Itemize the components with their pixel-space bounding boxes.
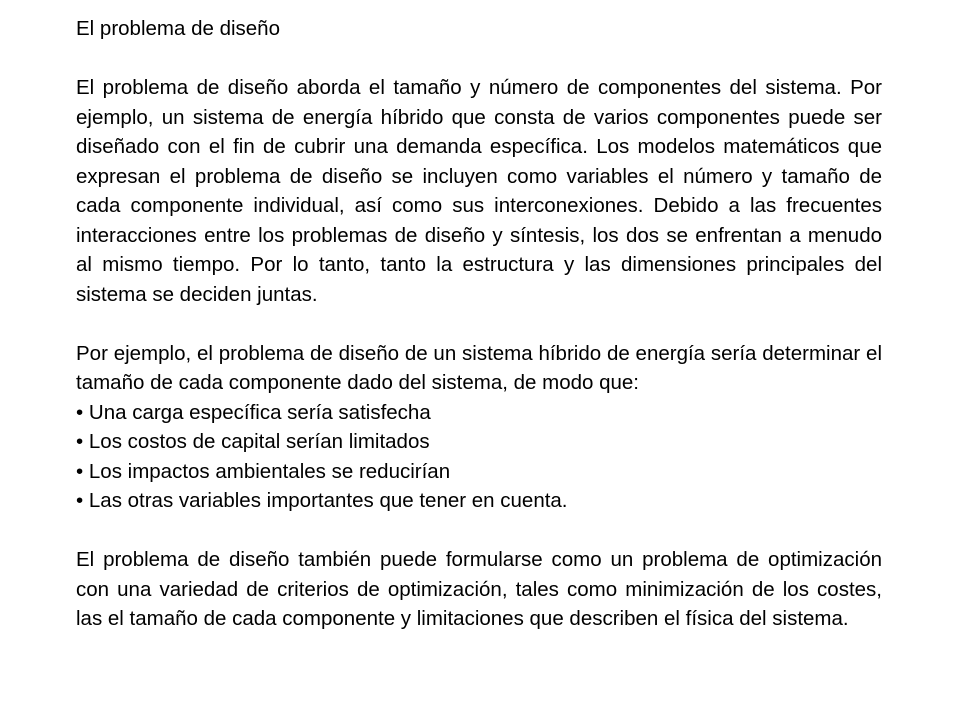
slide-title: El problema de diseño [76,17,280,40]
slide-content [76,14,882,634]
list-item-text: Una carga específica sería satisfecha [88,400,431,424]
list-item [76,427,882,457]
bullet-icon: • [76,430,84,453]
bullet-icon: • [76,489,84,512]
bullet-icon: • [76,459,84,483]
list-item-text: Los costos de capital serían limitados [88,430,430,453]
criteria-list [76,398,882,516]
list-item-text: Las otras variables importantes que tener en cuenta. [88,489,568,512]
list-item-text: Los impactos ambientales se reducirían [88,459,451,483]
paragraph-optimization: El problema de diseño también puede formularse como un problema de optimización con una variedad de criterios de optimización, tales como minimización de los costes, las el tamaño de cada componente y limitaciones que describen el física del sistema. [76,548,882,630]
list-item [76,486,882,516]
paragraph-design-problem: El problema de diseño aborda el tamaño y número de componentes del sistema. Por ejemplo, un sistema de energía híbrido que consta de varios componentes puede ser diseñado con el fin de cubrir una demanda específica. Los modelos matemáticos que expresan el problema de diseño se incluyen como variables el número y tamaño de cada componente individual, así como sus interconexiones. Debido a las frecuentes interacciones entre los problemas de diseño y síntesis, los dos se enfrentan a menudo al mismo tiempo. Por lo tanto, tanto la estructura y las dimensiones principales del sistema se deciden juntas. [76,76,882,306]
list-item [76,398,882,428]
paragraph-example: Por ejemplo, el problema de diseño de un sistema híbrido de energía sería determinar el tamaño de cada componente dado del sistema, de modo que: [76,341,882,394]
list-item [76,457,882,487]
paragraph-spacer [76,516,882,546]
paragraph-spacer [76,309,882,339]
bullet-icon: • [76,400,84,424]
